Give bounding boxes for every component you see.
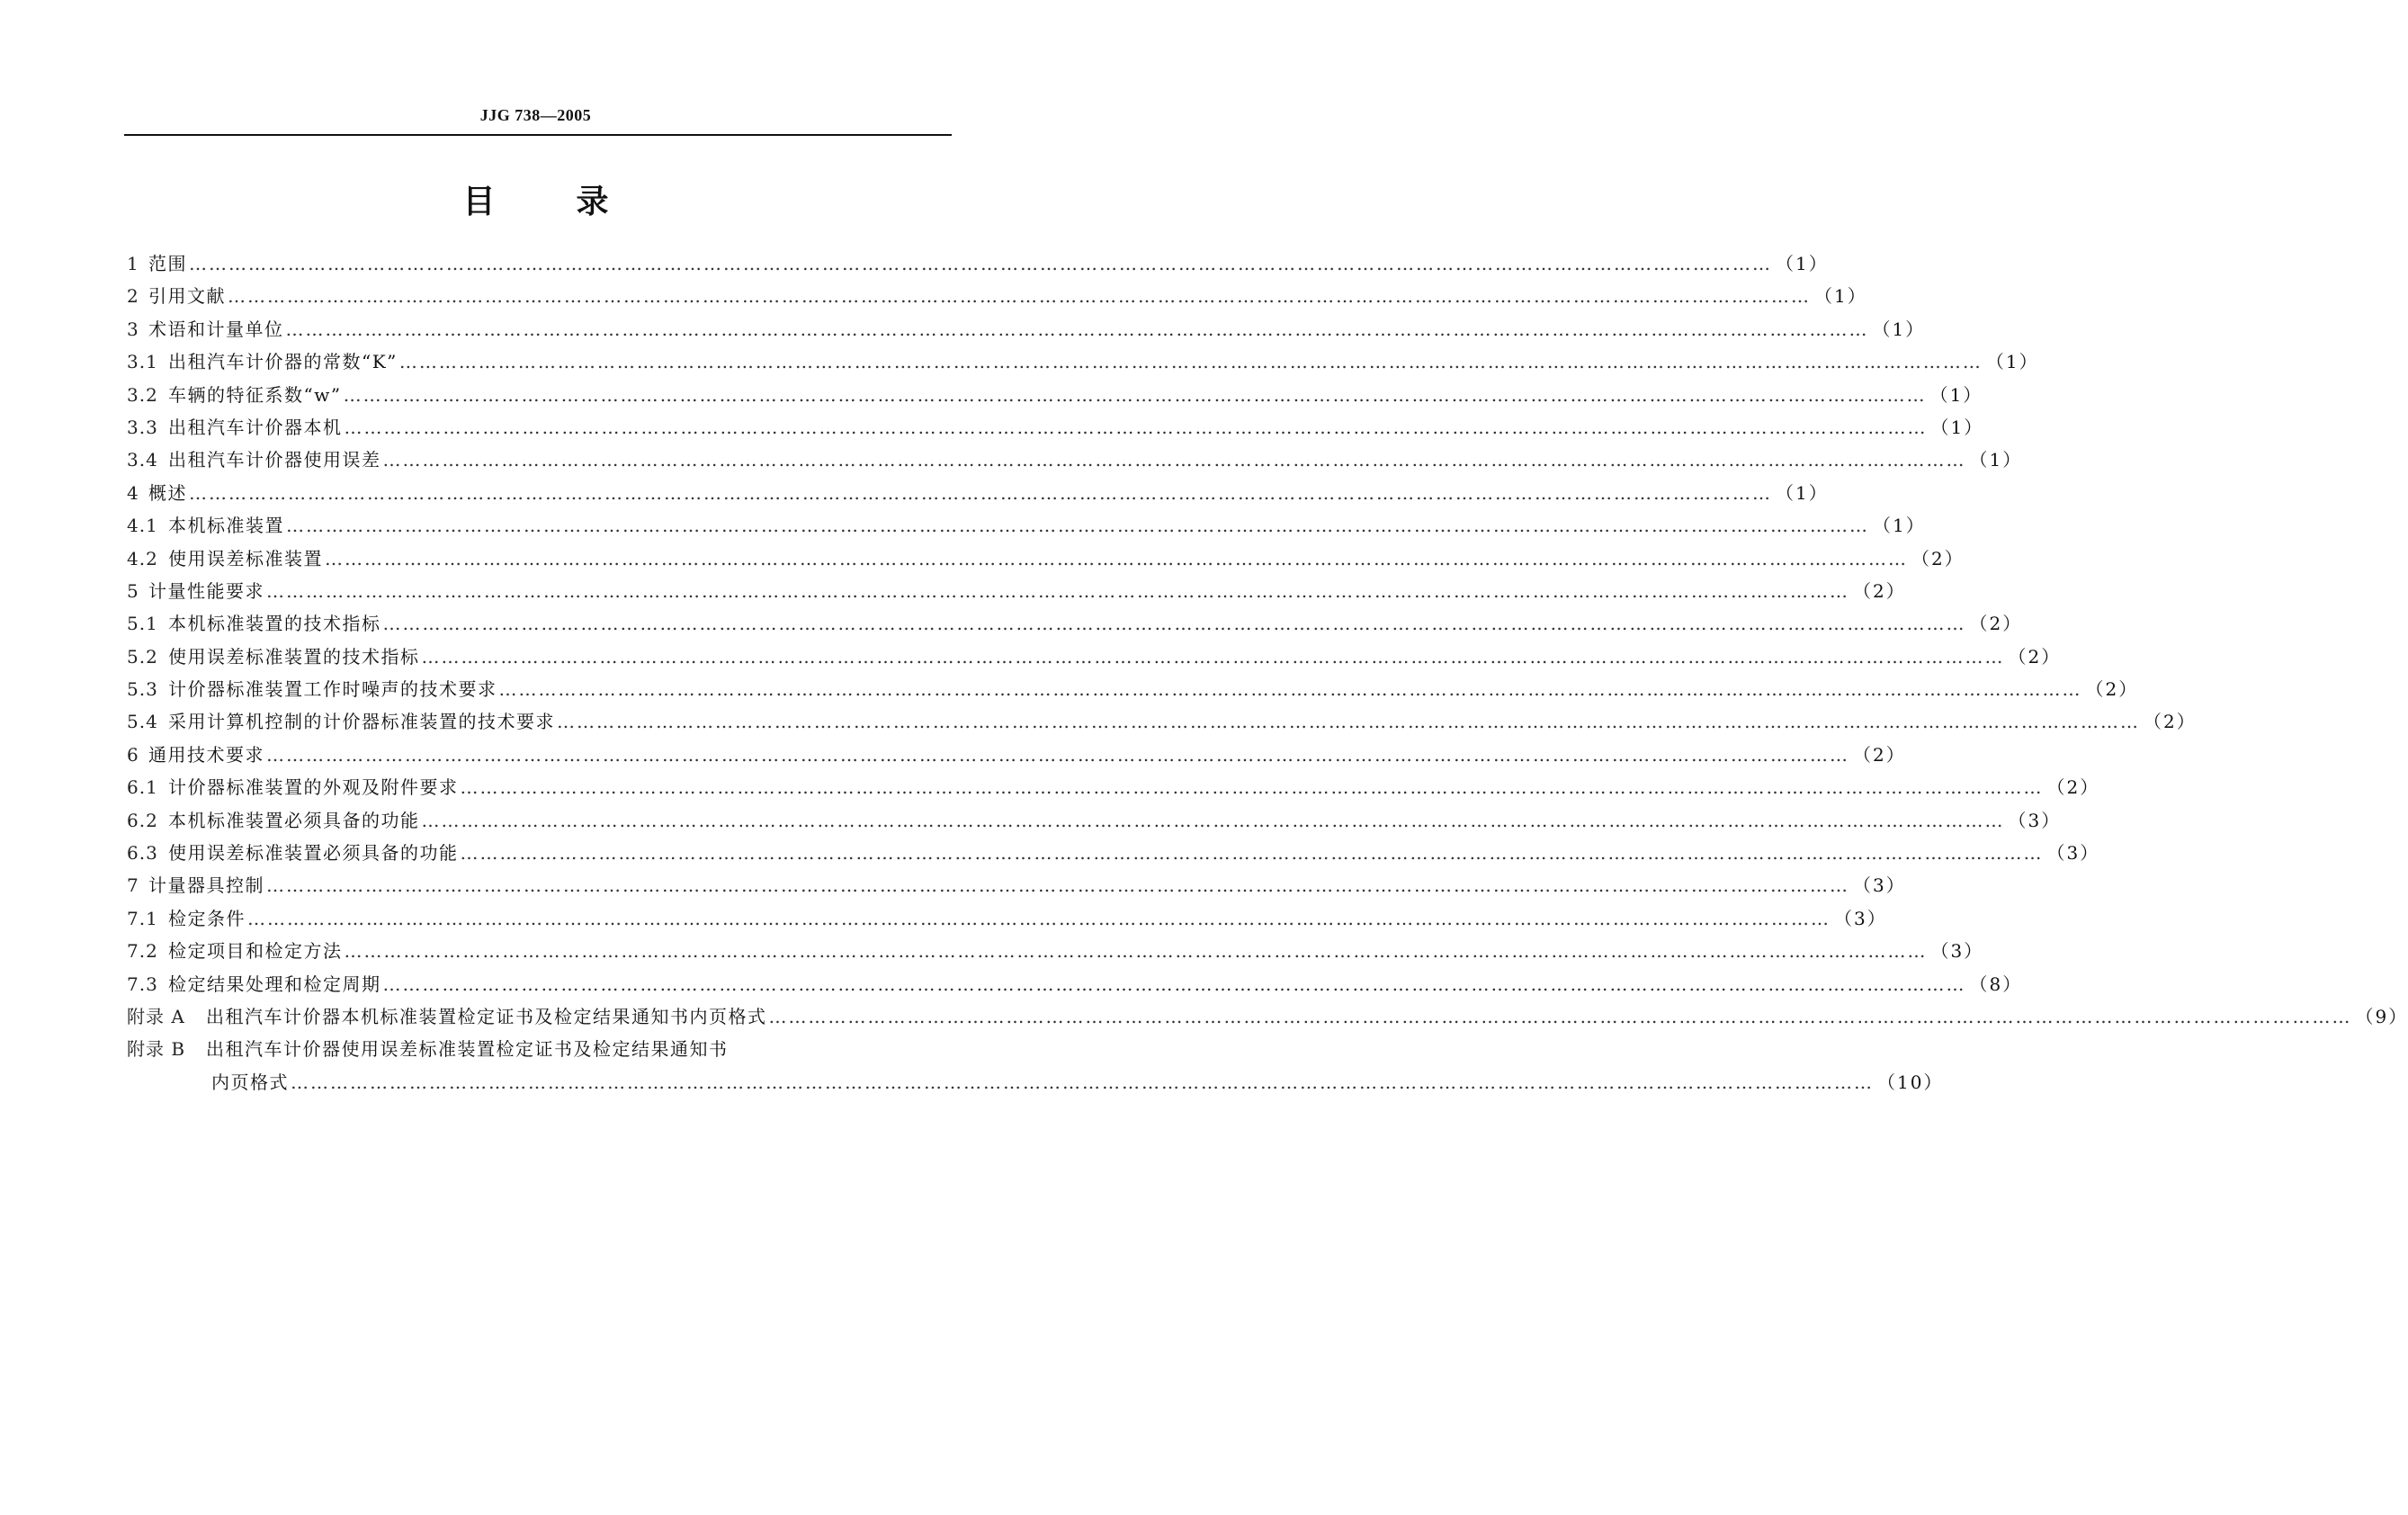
toc-entry	[127, 740, 1906, 773]
toc-entry-title: 计量器具控制	[148, 874, 264, 897]
toc-entry-title: 使用误差标准装置	[168, 547, 323, 569]
toc-entry-title: 引用文献	[148, 285, 226, 308]
toc-entry	[127, 445, 2023, 478]
toc-entry-number: 附录 B	[127, 1038, 186, 1061]
toc-leader-dots: ……………………………………………………………………………………………………………………………………………………………………………………………………………………	[460, 776, 2044, 799]
toc-entry-title: 检定项目和检定方法	[168, 940, 343, 963]
toc-leader-dots: ……………………………………………………………………………………………………………………………………………………………………………………………………………………	[286, 515, 1869, 537]
toc-leader-dots: ……………………………………………………………………………………………………………………………………………………………………………………………………………………	[343, 383, 1927, 406]
toc-entry-page: （1）	[1985, 351, 2039, 373]
toc-entry-title: 计量性能要求	[148, 579, 264, 602]
toc-entry-number: 6	[127, 743, 139, 766]
toc-entry-number: 7.2	[127, 940, 158, 963]
toc-entry-number: 6.3	[127, 842, 158, 865]
toc-entry	[127, 479, 1829, 511]
header-rule	[124, 134, 952, 136]
toc-entry-number: 4	[127, 481, 139, 504]
toc-entry-title: 本机标准装置	[168, 515, 284, 537]
toc-entry	[127, 544, 1965, 577]
toc-leader-dots: ……………………………………………………………………………………………………………………………………………………………………………………………………………………	[398, 351, 1983, 373]
toc-entry-page: （9）	[2355, 1005, 2408, 1027]
toc-entry-title: 检定条件	[168, 907, 246, 929]
toc-entry-title: 计价器标准装置工作时噪声的技术要求	[168, 678, 497, 701]
toc-entry-page: （2）	[1853, 579, 1906, 602]
toc-entry-number: 4.1	[127, 515, 158, 537]
toc-entry-number: 3	[127, 318, 139, 340]
toc-entry-page: （1）	[1776, 481, 1829, 504]
toc-entry-number: 3.4	[127, 449, 158, 471]
toc-entry	[127, 1068, 1944, 1100]
title-char-left: 目	[462, 184, 496, 220]
toc-leader-dots: ……………………………………………………………………………………………………………………………………………………………………………………………………………………	[421, 809, 2005, 831]
toc-entry-title: 使用误差标准装置的技术指标	[168, 645, 420, 668]
toc-entry	[127, 282, 1867, 314]
toc-leader-dots: ……………………………………………………………………………………………………………………………………………………………………………………………………………………	[291, 1071, 1874, 1093]
toc-entry	[127, 642, 2062, 675]
toc-entry	[127, 773, 2100, 805]
toc-entry-page: （3）	[1930, 940, 1984, 963]
toc-entry-page: （2）	[2144, 711, 2197, 733]
toc-entry-page: （1）	[1930, 416, 1984, 438]
toc-leader-dots: ……………………………………………………………………………………………………………………………………………………………………………………………………………………	[557, 711, 2140, 733]
toc-entry	[127, 675, 2139, 707]
toc-leader-dots: ……………………………………………………………………………………………………………………………………………………………………………………………………………………	[498, 678, 2082, 701]
toc-entry-title: 出租汽车计价器使用误差标准装置检定证书及检定结果通知书	[206, 1038, 729, 1061]
toc-leader-dots: ……………………………………………………………………………………………………………………………………………………………………………………………………………………	[189, 481, 1772, 504]
toc-entry	[127, 315, 1926, 347]
toc-entry-page: （1）	[1776, 253, 1829, 274]
toc-entry-title: 使用误差标准装置必须具备的功能	[168, 842, 459, 865]
toc-entry-page: （3）	[2008, 809, 2062, 831]
toc-leader-dots: ……………………………………………………………………………………………………………………………………………………………………………………………………………………	[382, 449, 1966, 471]
toc-leader-dots: ……………………………………………………………………………………………………………………………………………………………………………………………………………………	[266, 874, 1849, 897]
toc-entry-number: 1	[127, 253, 139, 274]
toc-entry	[127, 609, 2023, 641]
toc-entry	[127, 577, 1906, 609]
toc-entry-page: （3）	[2046, 842, 2100, 865]
toc-entry-number: 附录 A	[127, 1005, 185, 1027]
toc-entry-page: （1）	[1872, 318, 1926, 340]
toc-entry-title: 术语和计量单位	[148, 318, 284, 340]
toc-entry-number: 7.1	[127, 907, 158, 929]
toc-entry	[127, 347, 2039, 380]
toc-entry-page: （1）	[1969, 449, 2023, 471]
toc-entry	[127, 904, 1887, 937]
toc-entry-number: 2	[127, 285, 139, 308]
toc-entry-page: （2）	[2008, 645, 2062, 668]
toc-entry-title: 计价器标准装置的外观及附件要求	[168, 776, 459, 799]
toc-entry-title: 本机标准装置必须具备的功能	[168, 809, 420, 831]
toc-entry-title: 检定结果处理和检定周期	[168, 973, 381, 995]
toc-entry	[127, 1002, 2408, 1035]
toc-leader-dots: ……………………………………………………………………………………………………………………………………………………………………………………………………………………	[382, 973, 1966, 995]
toc-entry-title: 通用技术要求	[148, 743, 264, 766]
toc-entry-page: （3）	[1834, 907, 1887, 929]
toc-entry	[127, 413, 1984, 445]
toc-entry-number: 5.2	[127, 645, 158, 668]
toc-entry-number: 3.1	[127, 351, 158, 373]
toc-entry	[127, 937, 1984, 969]
toc-entry-number: 4.2	[127, 547, 158, 569]
toc-entry-title: 范围	[148, 253, 187, 274]
toc-leader-dots: ……………………………………………………………………………………………………………………………………………………………………………………………………………………	[189, 253, 1772, 274]
toc-entry-page: （3）	[1853, 874, 1906, 897]
toc-entry-page: （8）	[1969, 973, 2023, 995]
toc-entry-number: 3.2	[127, 383, 158, 406]
toc-leader-dots: ……………………………………………………………………………………………………………………………………………………………………………………………………………………	[421, 645, 2005, 668]
toc-entry-page: （2）	[1969, 613, 2023, 635]
toc-leader-dots: ……………………………………………………………………………………………………………………………………………………………………………………………………………………	[768, 1005, 2352, 1027]
toc-entry-title: 出租汽车计价器本机标准装置检定证书及检定结果通知书内页格式	[206, 1005, 767, 1027]
toc-entry-page: （1）	[1929, 383, 1983, 406]
document-code: JJG 738—2005	[479, 106, 592, 124]
toc-leader-dots: ……………………………………………………………………………………………………………………………………………………………………………………………………………………	[247, 907, 1831, 929]
toc-entry-number: 5	[127, 579, 139, 602]
toc-entry-title: 出租汽车计价器本机	[168, 416, 343, 438]
toc-leader-dots: ……………………………………………………………………………………………………………………………………………………………………………………………………………………	[382, 613, 1966, 635]
toc-entry-title: 概述	[148, 481, 187, 504]
toc-leader-dots: ……………………………………………………………………………………………………………………………………………………………………………………………………………………	[266, 743, 1849, 766]
toc-entry-title: 本机标准装置的技术指标	[168, 613, 381, 635]
toc-entry-number: 5.4	[127, 711, 158, 733]
table-of-contents	[127, 249, 2408, 1100]
toc-entry-title: 采用计算机控制的计价器标准装置的技术要求	[168, 711, 555, 733]
toc-entry	[127, 511, 1926, 543]
toc-leader-dots: ……………………………………………………………………………………………………………………………………………………………………………………………………………………	[285, 318, 1869, 340]
title-char-right: 录	[576, 184, 609, 220]
toc-entry	[127, 806, 2062, 838]
toc-leader-dots: ……………………………………………………………………………………………………………………………………………………………………………………………………………………	[266, 579, 1849, 602]
toc-entry	[127, 381, 1983, 413]
toc-entry-page: （2）	[1853, 743, 1906, 766]
toc-entry-number: 5.1	[127, 613, 158, 635]
toc-entry-page: （1）	[1873, 515, 1926, 537]
toc-entry	[127, 970, 2023, 1002]
toc-entry	[127, 1035, 952, 1067]
toc-entry-page: （1）	[1814, 285, 1867, 308]
toc-entry-number: 3.3	[127, 416, 158, 438]
toc-entry-number: 5.3	[127, 678, 158, 701]
toc-entry-page: （2）	[1911, 547, 1965, 569]
toc-entry	[127, 838, 2100, 871]
toc-entry-title: 出租汽车计价器的常数“K”	[168, 351, 398, 373]
toc-entry-title: 出租汽车计价器使用误差	[168, 449, 381, 471]
toc-entry-page: （2）	[2046, 776, 2100, 799]
toc-leader-dots: ……………………………………………………………………………………………………………………………………………………………………………………………………………………	[460, 842, 2044, 865]
toc-entry	[127, 871, 1906, 903]
toc-entry-number: 6.1	[127, 776, 158, 799]
toc-entry-title: 车辆的特征系数“w”	[168, 383, 342, 406]
toc-leader-dots: ……………………………………………………………………………………………………………………………………………………………………………………………………………………	[325, 547, 1908, 569]
toc-entry	[127, 707, 2197, 740]
toc-entry-page: （2）	[2085, 678, 2139, 701]
toc-entry-page: （10）	[1877, 1071, 1944, 1093]
toc-entry-number: 7.3	[127, 973, 158, 995]
toc-entry	[127, 249, 1829, 282]
toc-entry-title: 内页格式	[211, 1071, 289, 1093]
page-title	[0, 176, 1071, 222]
toc-entry-number: 7	[127, 874, 139, 897]
toc-leader-dots: ……………………………………………………………………………………………………………………………………………………………………………………………………………………	[344, 416, 1928, 438]
toc-leader-dots: ……………………………………………………………………………………………………………………………………………………………………………………………………………………	[344, 940, 1928, 963]
toc-entry-number: 6.2	[127, 809, 158, 831]
toc-leader-dots: ……………………………………………………………………………………………………………………………………………………………………………………………………………………	[228, 285, 1811, 308]
